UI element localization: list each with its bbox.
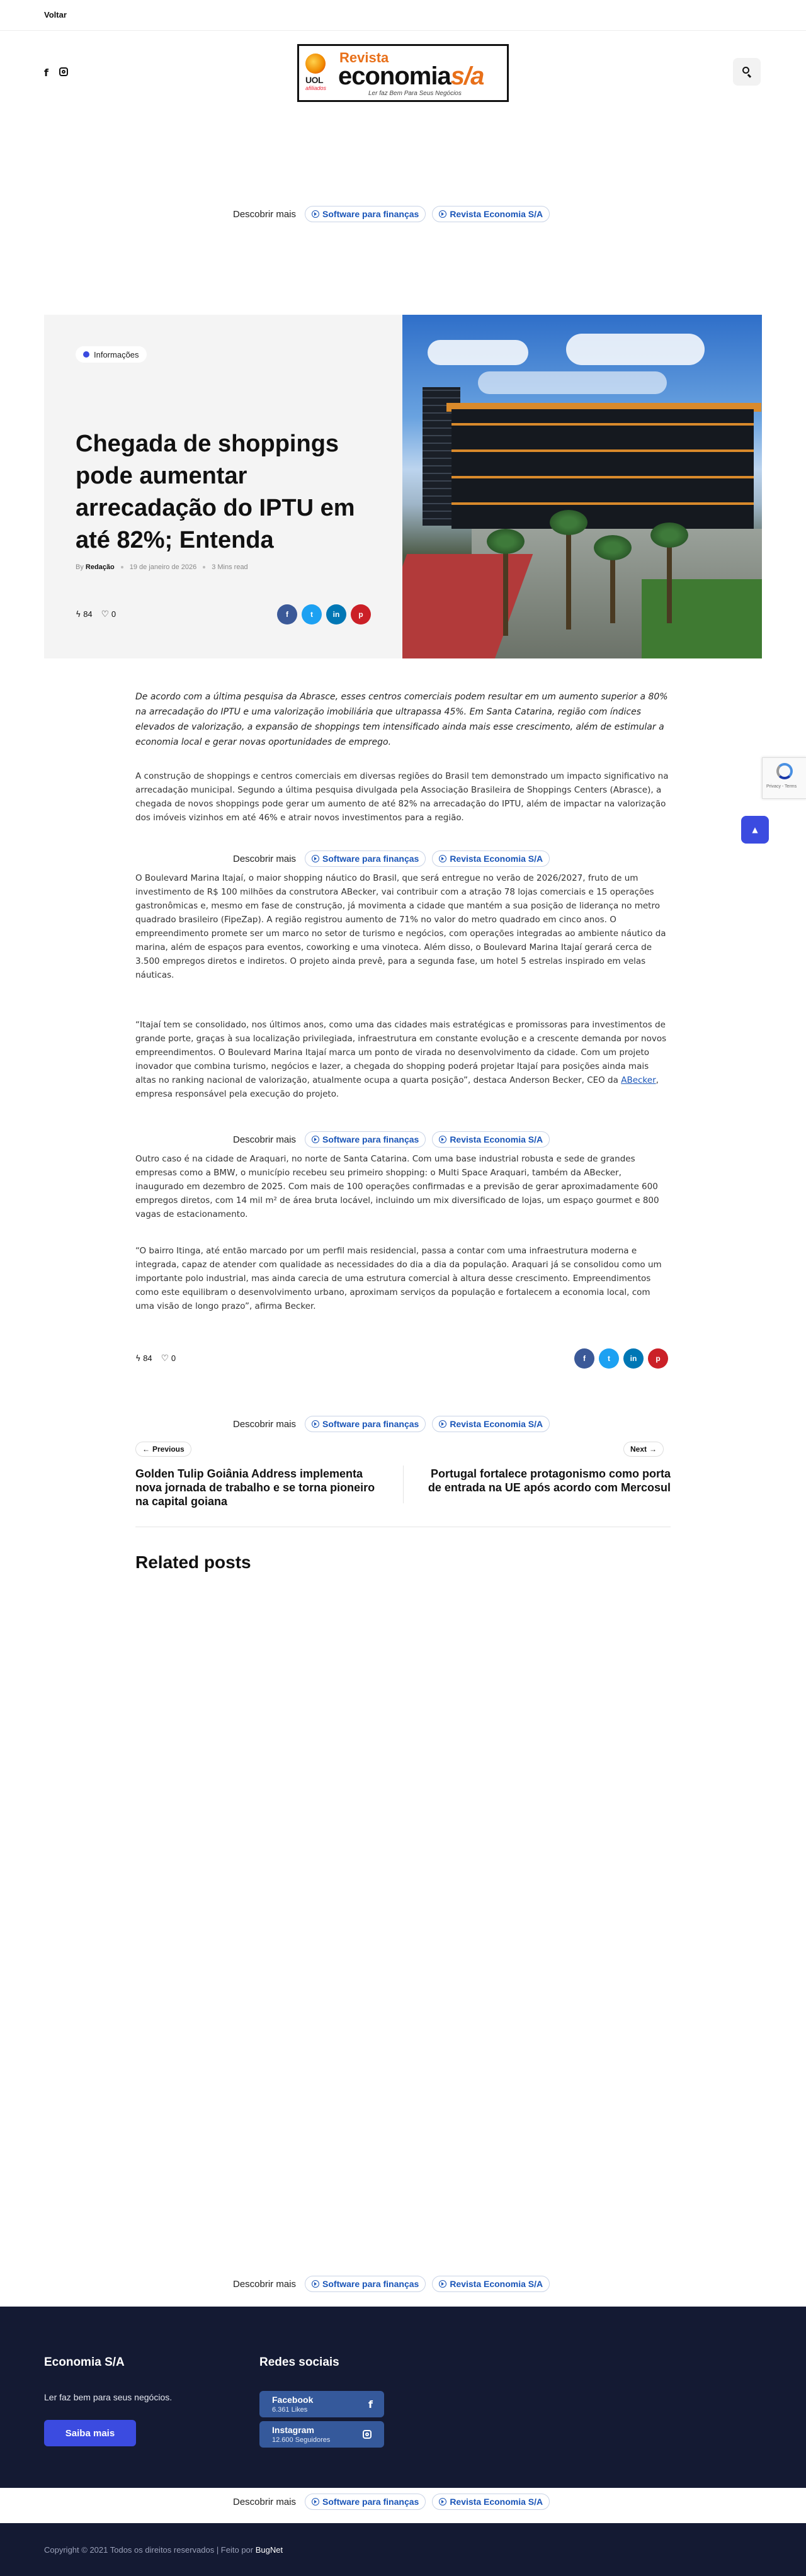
discover-label: Descobrir mais <box>233 1418 297 1430</box>
facebook-follow-card[interactable] <box>259 2391 384 2417</box>
logo-name <box>338 62 484 91</box>
discover-chip-revista[interactable]: Revista Economia S/A <box>432 850 550 867</box>
article-paragraph-1: A construção de shoppings e centros comerciais em diversas regiões do Brasil tem demonstrado um impacto significativo na arrecadação municipal. Segundo a última pesquisa divulgada pela Associação Brasileira de Shoppings Centers (Abrasce), a chegada de novos shoppings pode gerar um aumento de até 82% na arrecadação do IPTU, além de impactar na valorização dos imóveis vizinhos em até 46% e atrair novos investimentos para a região. <box>135 771 669 823</box>
previous-post-title[interactable]: Golden Tulip Goiânia Address implementa nova jornada de trabalho e se torna pioneiro na capital goiana <box>135 1467 375 1508</box>
share-twitter-button[interactable]: t <box>599 1348 619 1369</box>
post-hero <box>44 315 762 658</box>
post-date: 19 de janeiro de 2026 <box>129 563 197 571</box>
logo-afiliados-text: afiliados <box>305 85 327 91</box>
logo-revista-text: Revista <box>339 50 389 65</box>
discover-label: Descobrir mais <box>233 1134 297 1145</box>
category-dot-icon <box>83 351 89 358</box>
views-count: ϟ 84 <box>76 609 93 619</box>
instagram-follow-card[interactable] <box>259 2421 384 2448</box>
author-name[interactable]: Redação <box>85 563 115 571</box>
discover-bar <box>233 205 550 223</box>
discover-bar <box>233 1131 550 1148</box>
play-circle-icon <box>312 1420 319 1428</box>
discover-chip-software[interactable]: Software para finanças <box>305 206 426 222</box>
credit-link[interactable]: BugNet <box>255 2545 283 2555</box>
discover-label: Descobrir mais <box>233 2496 297 2507</box>
instagram-card-name: Instagram <box>272 2425 314 2435</box>
article-paragraph-2: O Boulevard Marina Itajaí, o maior shopping náutico do Brasil, que será entregue no verão de 2026/2027, fruto de um investimento de R$ 100 milhões da construtora ABecker, vai contribuir com a atração 78 lojas comerciais e 15 operações gastronômicas e, mesmo em fase de construção, já movimenta a cidade que mantém a sua posição de liderança no metro quadrado brasileiro (FipeZap). A região registrou aumento de 71% no valor do metro quadrado em cinco anos. O empreendimento promete ser um marco no setor de turismo e negócios, com operações integradas ao ambiente náutico da marina, além de espaços para eventos, coworking e uma vinoteca. Além disso, o Boulevard Marina Itajaí gerará cerca de 3.500 empregos diretos e indiretos. O projeto ainda prevê, para a segunda fase, um hotel 5 estrelas inspirado em velas náuticas. <box>135 873 666 980</box>
logo-tagline: Ler faz Bem Para Seus Negócios <box>368 90 462 97</box>
previous-post-button[interactable]: ← Previous <box>135 1442 191 1457</box>
logo-uol-text: UOL <box>305 75 324 85</box>
play-circle-icon <box>312 855 319 862</box>
hero-content <box>44 315 402 658</box>
discover-chip-software[interactable]: Software para finanças <box>305 2494 426 2510</box>
discover-chip-revista[interactable]: Revista Economia S/A <box>432 2494 550 2510</box>
play-circle-icon <box>439 2498 446 2505</box>
search-icon <box>742 67 749 74</box>
share-linkedin-button[interactable]: in <box>623 1348 644 1369</box>
discover-chip-software[interactable]: Software para finanças <box>305 2276 426 2292</box>
featured-image <box>402 315 762 658</box>
discover-bar <box>233 1415 550 1433</box>
discover-chip-software[interactable]: Software para finanças <box>305 1416 426 1432</box>
play-circle-icon <box>312 1136 319 1143</box>
search-button[interactable] <box>733 58 761 86</box>
article-paragraph-4: Outro caso é na cidade de Araquari, no norte de Santa Catarina. Com uma base industrial robusta e sede de grandes empresas como a BMW, o município recebeu seu primeiro shopping: o Multi Space Araquari, também da ABecker, inaugurado em dezembro de 2025. Com mais de 100 operações confirmadas e a previsão de gerar aproximadamente 600 empregos diretos, com 14 mil m² de área bruta locável, incluindo um mix diversificado de lojas, um espaço gourmet e 800 vagas de estacionamento. <box>135 1154 659 1219</box>
play-circle-icon <box>312 210 319 218</box>
views-count: ϟ 84 <box>135 1353 152 1364</box>
instagram-card-count: 12.600 Seguidores <box>272 2436 331 2444</box>
play-circle-icon <box>439 2280 446 2288</box>
discover-bar <box>233 2275 550 2293</box>
copyright: Copyright © 2021 Todos os direitos reservados | Feito por BugNet <box>44 2545 283 2555</box>
post-stats-bottom <box>135 1353 176 1364</box>
arrow-left-icon: ← <box>142 1445 150 1454</box>
likes-count[interactable]: ♡ 0 <box>161 1353 176 1364</box>
discover-label: Descobrir mais <box>233 853 297 864</box>
read-time: 3 Mins read <box>212 563 248 571</box>
bolt-icon: ϟ <box>135 1354 141 1364</box>
share-linkedin-button[interactable]: in <box>326 604 346 624</box>
discover-chip-revista[interactable]: Revista Economia S/A <box>432 1416 550 1432</box>
category-badge[interactable] <box>76 346 147 363</box>
abecker-link[interactable]: ABecker <box>621 1075 656 1085</box>
logo-name-suffix: s/a <box>450 62 484 90</box>
arrow-right-icon: → <box>649 1445 657 1454</box>
article-paragraph-3: “Itajaí tem se consolidado, nos últimos anos, como uma das cidades mais estratégicas e promissoras para investimentos de grande porte, graças à sua localização privilegiada, infraestrutura em constante evolução e a crescente demanda por novos empreendimentos. O Boulevard Marina Itajaí marca um ponto de virada no desenvolvimento da cidade. Com um projeto inovador que combina turismo, negócios e lazer, a chegada do shopping poderá projetar Itajaí para posições ainda mais altas no ranking nacional de valorização, atualmente ocupa a quarta posição”, destaca Anderson Becker, CEO da ABecker, empresa responsável pela execução do projeto. <box>135 1020 667 1099</box>
discover-label: Descobrir mais <box>233 208 297 220</box>
play-circle-icon <box>439 1136 446 1143</box>
recaptcha-links[interactable]: Privacy - Terms <box>766 784 797 789</box>
facebook-icon[interactable]: f <box>44 67 48 79</box>
share-facebook-button[interactable]: f <box>277 604 297 624</box>
play-circle-icon <box>312 2280 319 2288</box>
discover-chip-revista[interactable]: Revista Economia S/A <box>432 1131 550 1148</box>
recaptcha-icon <box>776 763 793 779</box>
heart-icon: ♡ <box>161 1353 169 1364</box>
article-lead: De acordo com a última pesquisa da Abrasce, esses centros comerciais podem resultar em um aumento superior a 80% na arrecadação do IPTU e uma valorização imobiliária que ultrapassa 45%. Em Santa Catarina, região com índices elevados de valorização, a expansão de shoppings tem intensificado ainda mais esse crescimento, além de estimular a economia local e gerar novas oportunidades de emprego. <box>135 692 668 747</box>
instagram-icon[interactable] <box>59 67 68 76</box>
facebook-card-count: 6.361 Likes <box>272 2406 308 2414</box>
discover-bar <box>233 850 550 867</box>
uol-logo-icon <box>305 54 326 74</box>
discover-chip-revista[interactable]: Revista Economia S/A <box>432 206 550 222</box>
post-stats <box>76 609 116 619</box>
back-link[interactable]: Voltar <box>44 10 67 20</box>
play-circle-icon <box>439 1420 446 1428</box>
footer-tagline: Ler faz bem para seus negócios. <box>44 2392 173 2402</box>
share-buttons <box>277 604 371 624</box>
post-meta <box>76 563 248 571</box>
share-buttons-bottom <box>574 1348 668 1369</box>
site-logo[interactable] <box>297 44 509 102</box>
chevron-up-icon: ▲ <box>752 825 758 834</box>
instagram-icon <box>363 2430 372 2439</box>
share-pinterest-button[interactable]: p <box>648 1348 668 1369</box>
discover-chip-revista[interactable]: Revista Economia S/A <box>432 2276 550 2292</box>
likes-count[interactable]: ♡ 0 <box>101 609 116 619</box>
saiba-mais-button[interactable]: Saiba mais <box>44 2420 136 2446</box>
related-posts-title: Related posts <box>135 1552 251 1572</box>
category-label: Informações <box>94 349 139 359</box>
discover-chip-software[interactable]: Software para finanças <box>305 850 426 867</box>
author: By Redação <box>76 563 115 571</box>
play-circle-icon <box>439 210 446 218</box>
share-facebook-button[interactable]: f <box>574 1348 594 1369</box>
top-bar <box>0 0 806 31</box>
recaptcha-badge[interactable] <box>762 757 806 799</box>
heart-icon: ♡ <box>101 609 110 619</box>
discover-label: Descobrir mais <box>233 2278 297 2290</box>
footer-social-title: Redes sociais <box>259 2356 339 2369</box>
site-footer <box>0 2307 806 2488</box>
footer-brand: Economia S/A <box>44 2356 125 2369</box>
next-post-button[interactable]: Next → <box>623 1442 664 1457</box>
logo-name-main: economia <box>338 62 451 90</box>
play-circle-icon <box>312 2498 319 2505</box>
back-to-top-button[interactable] <box>741 816 769 844</box>
share-twitter-button[interactable]: t <box>302 604 322 624</box>
facebook-icon: f <box>368 2398 373 2410</box>
bolt-icon: ϟ <box>76 610 81 619</box>
play-circle-icon <box>439 855 446 862</box>
discover-bar <box>233 2493 550 2511</box>
article-paragraph-5: “O bairro Itinga, até então marcado por um perfil mais residencial, passa a contar com uma infraestrutura moderna e integrada, capaz de atender com qualidade as necessidades do dia a dia da população. Araquari já se consolidou como um importante polo industrial, mas ainda carecia de uma estrutura comercial à altura desse crescimento. Empreendimentos como este equilibram o desenvolvimento urbano, aproximam serviços da população e fortalecem a economia local, com uma visão de longo prazo”, afirma Becker. <box>135 1246 662 1311</box>
next-post-title[interactable]: Portugal fortalece protagonismo como porta de entrada na UE após acordo com Mercosul <box>428 1467 671 1494</box>
discover-chip-software[interactable]: Software para finanças <box>305 1131 426 1148</box>
facebook-card-name: Facebook <box>272 2395 314 2405</box>
post-title: Chegada de shoppings pode aumentar arrecadação do IPTU em até 82%; Entenda <box>76 431 355 553</box>
share-pinterest-button[interactable]: p <box>351 604 371 624</box>
